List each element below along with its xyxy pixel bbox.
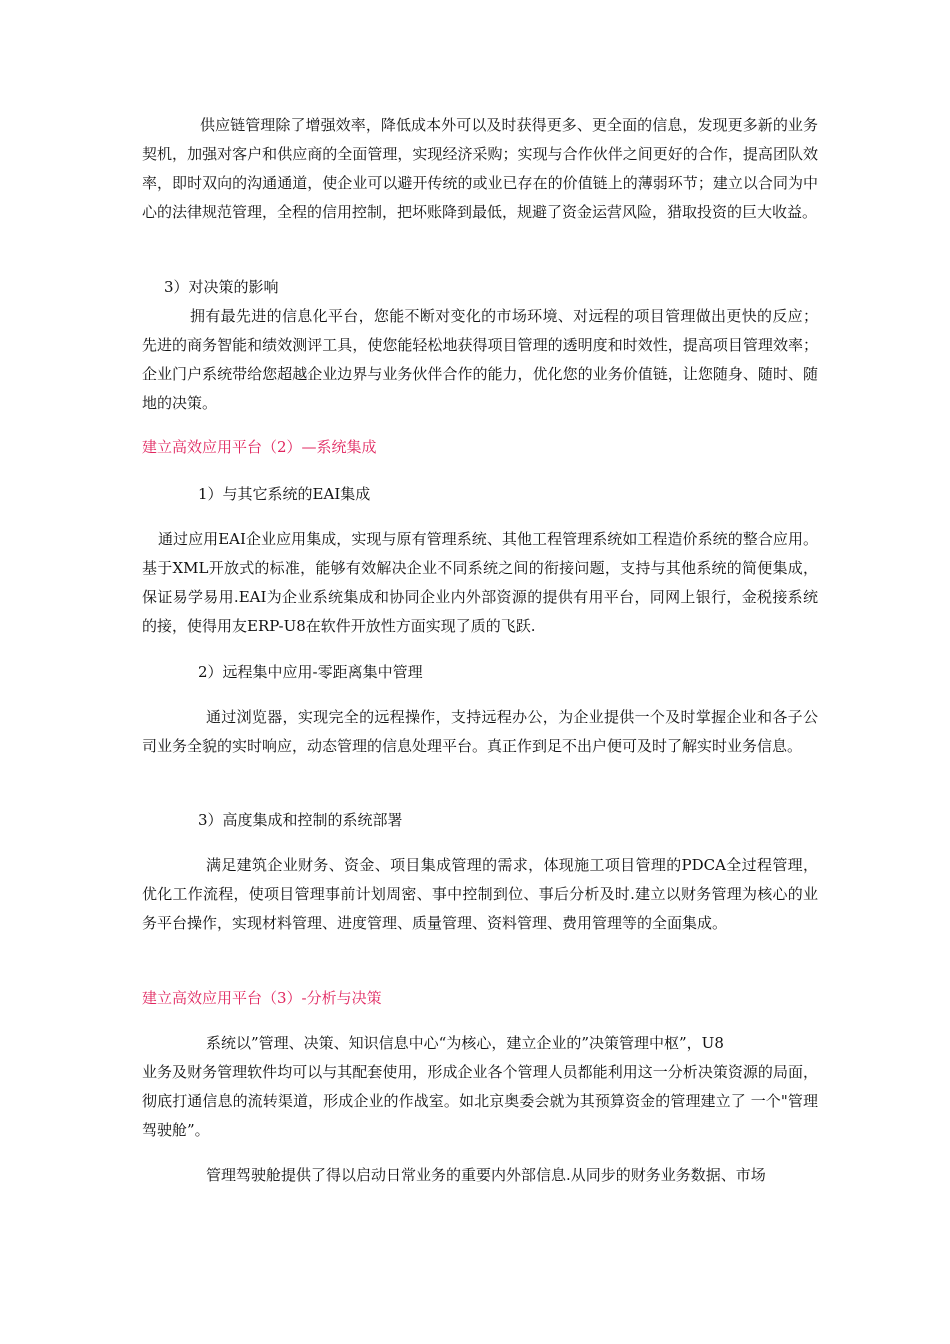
paragraph-management-center-line1: 系统以”管理、决策、知识信息中心“为核心，建立企业的”决策管理中枢”，U8 xyxy=(206,1034,724,1052)
paragraph-eai: 通过应用EAI企业应用集成，实现与原有管理系统、其他工程管理系统如工程造价系统的整合应用。基于XML开放式的标准，能够有效解决企业不同系统之间的衔接问题，支持与其他系统的简便集成，保证易学易用.EAI为企业系统集成和协同企业内外部资源的提供有用平台，同网上银行，金税接系统的接，使得用友ERP-U8在软件开放性方面实现了质的飞跃. xyxy=(142,530,818,635)
paragraph-supply-chain: 供应链管理除了增强效率，降低成本外可以及时获得更多、更全面的信息，发现更多新的业务契机，加强对客户和供应商的全面管理，实现经济采购；实现与合作伙伴之间更好的合作，提高团队效率，即时双向的沟通通道，使企业可以避开传统的或业已存在的价值链上的薄弱环节；建立以合同为中心的法律规范管理，全程的信用控制，把坏账降到最低，规避了资金运营风险，猎取投资的巨大收益。 xyxy=(142,116,818,221)
paragraph-decision: 拥有最先进的信息化平台，您能不断对变化的市场环境、对远程的项目管理做出更快的反应；先进的商务智能和绩效测评工具，使您能轻松地获得项目管理的透明度和时效性，提高项目管理效率；企业门户系统带给您超越企业边界与业务伙伴合作的能力，优化您的业务价值链，让您随身、随时、随地的决策。 xyxy=(142,307,818,412)
paragraph-remote: 通过浏览器，实现完全的远程操作，支持远程办公，为企业提供一个及时掌握企业和各子公司业务全貌的实时响应，动态管理的信息处理平台。真正作到足不出户便可及时了解实时业务信息。 xyxy=(142,708,818,755)
subheading-remote-application: 2）远程集中应用-零距离集中管理 xyxy=(198,663,423,681)
paragraph-deployment: 满足建筑企业财务、资金、项目集成管理的需求，体现施工项目管理的PDCA全过程管理，优化工作流程，使项目管理事前计划周密、事中控制到位、事后分析及时.建立以财务管理为核心的业务平台操作，实现材料管理、进度管理、质量管理、资料管理、费用管理等的全面集成。 xyxy=(142,856,818,932)
subheading-system-deployment: 3）高度集成和控制的系统部署 xyxy=(198,811,403,829)
subheading-eai-integration: 1）与其它系统的EAI集成 xyxy=(198,485,371,503)
subheading-decision-impact: 3）对决策的影响 xyxy=(164,278,279,296)
paragraph-cockpit: 管理驾驶舱提供了得以启动日常业务的重要内外部信息.从同步的财务业务数据、市场 xyxy=(206,1166,766,1184)
section-heading-system-integration: 建立高效应用平台（2）—系统集成 xyxy=(142,438,377,456)
paragraph-management-center: 业务及财务管理软件均可以与其配套使用，形成企业各个管理人员都能利用这一分析决策资源的局面，彻底打通信息的流转渠道，形成企业的作战室。如北京奥委会就为其预算资金的管理建立了 一个"管理驾驶舱”。 xyxy=(142,1063,818,1139)
section-heading-analysis-decision: 建立高效应用平台（3）-分析与决策 xyxy=(142,989,382,1007)
